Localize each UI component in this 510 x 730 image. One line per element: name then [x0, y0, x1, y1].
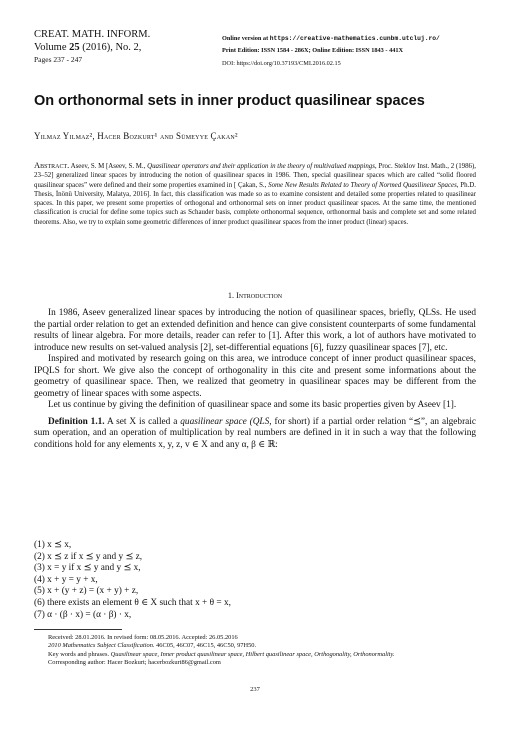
condition-item: (6) there exists an element θ ∈ X such that x + θ = x,: [34, 597, 231, 608]
footnote-divider: [34, 629, 122, 630]
issn-line: Print Edition: ISSN 1584 - 286X; Online Edition: ISSN 1843 - 441X: [222, 47, 404, 55]
keywords: Key words and phrases. Quasilinear space, Inner product quasilinear space, Hilbert quasilinear space, Orthogonality, Orthonormality.: [48, 650, 395, 658]
page-number: 237: [250, 686, 260, 693]
condition-item: (4) x + y = y + x,: [34, 574, 98, 585]
corresponding-author: Corresponding author: Hacer Bozkurt; hacerbozkurt86@gmail.com: [48, 659, 221, 667]
definition-conditions: [34, 540, 231, 621]
paragraph: Inspired and motivated by research going on this area, we introduce concept of inner product quasilinear spaces, IPQLS for short. We give also the concept of orthogonality in this cite and present some informations about the geometry of quasilinear space. Then, we realized that geometry in quasilinear spaces may be different from the geometry of linear spaces with some aspects.: [34, 354, 476, 399]
definition-heading: Definition 1.1.: [48, 416, 105, 427]
online-version: Online version at https://creative-mathematics.cunbm.utcluj.ro/: [222, 35, 440, 42]
journal-name: CREAT. MATH. INFORM.: [34, 29, 151, 40]
paragraph: Let us continue by giving the definition of quasilinear space and some its basic properties given by Aseev [1].: [48, 400, 457, 410]
msc-classification: 2010 Mathematics Subject Classification. 46C05, 46C07, 46C15, 46C50, 97H50.: [48, 642, 257, 650]
definition: Definition 1.1. A set X is called a quasilinear space (QLS, for short) if a partial order relation “⪯”, an algebraic sum operation, and an operation of multiplication by real numbers are defined in it in such a way that the following conditions hold for any elements x, y, z, v ∈ X and any α, β ∈ ℝ:: [34, 416, 477, 450]
paper-title: On orthonormal sets in inner product quasilinear spaces: [34, 93, 425, 109]
doi-line: DOI: https://doi.org/10.37193/CMI.2016.02.15: [222, 59, 341, 67]
condition-item: (3) x = y if x ⪯ y and y ⪯ x,: [34, 563, 141, 574]
received-dates: Received: 28.01.2016. In revised form: 08.05.2016. Accepted: 26.05.2016: [48, 634, 238, 641]
condition-item: (7) α · (β · x) = (α · β) · x,: [34, 609, 132, 620]
condition-item: (5) x + (y + z) = (x + y) + z,: [34, 586, 139, 597]
online-url: https://creative-mathematics.cunbm.utcluj.ro/: [269, 35, 440, 42]
author-list: Yilmaz Yilmaz², Hacer Bozkurt¹ and Sümeyye Çakan²: [34, 131, 238, 141]
condition-item: (1) x ⪯ x,: [34, 540, 72, 550]
journal-header: [34, 29, 150, 67]
page-range: Pages 237 - 247: [34, 55, 83, 64]
abstract: Abstract. Aseev, S. M [Aseev, S. M., Quasilinear operators and their application in the theory of multivalued mappings, Proc. Steklov Inst. Math., 2 (1986), 23–52] generalized linear spaces by introducing the notion of quasilinear spaces in 1986. Then, special quasilinear spaces which are called “solid floored quasilinear spaces” were defined and their some properties examined in [ Çakan, S., Some New Results Related to Theory of Normed Quasilinear Spaces, Ph.D. Thesis, İnönü University, Malatya, 2016]. In fact, this classification was made so as to examine consistent and detailed some properties related to quasilinear spaces. In this paper, we present some properties of orthogonal and orthonormal sets on inner product quasilinear spaces. At the same time, the mentioned classification is crucial for define some topics such as Schauder basis, complete orthonormal sequence, orthonormal basis and complete set and some related theorems. Also, we try to explain some geometric differences of inner product quasilinear spaces from the inner product (linear) spaces.: [34, 160, 476, 226]
abstract-label: Abstract.: [34, 160, 70, 170]
introduction-body: [34, 308, 476, 451]
volume-info: Volume 25 (2016), No. 2,: [34, 41, 142, 53]
section-heading: 1. Introduction: [227, 291, 283, 300]
footnotes: [34, 634, 476, 668]
publication-info: [222, 33, 440, 70]
paragraph: In 1986, Aseev generalized linear spaces by introducing the notion of quasilinear spaces, briefly, QLSs. He used the partial order relation to get an extended definition and hence can give consistent counterparts of some fundamental results of linear algebra. For more details, reader can refer to [1]. After this work, a lot of authors have motivated to introduce new results on set-valued analysis [2], set-differential equations [6], fuzzy quasilinear spaces [7], etc.: [34, 308, 476, 353]
condition-item: (2) x ⪯ z if x ⪯ y and y ⪯ z,: [34, 551, 143, 562]
